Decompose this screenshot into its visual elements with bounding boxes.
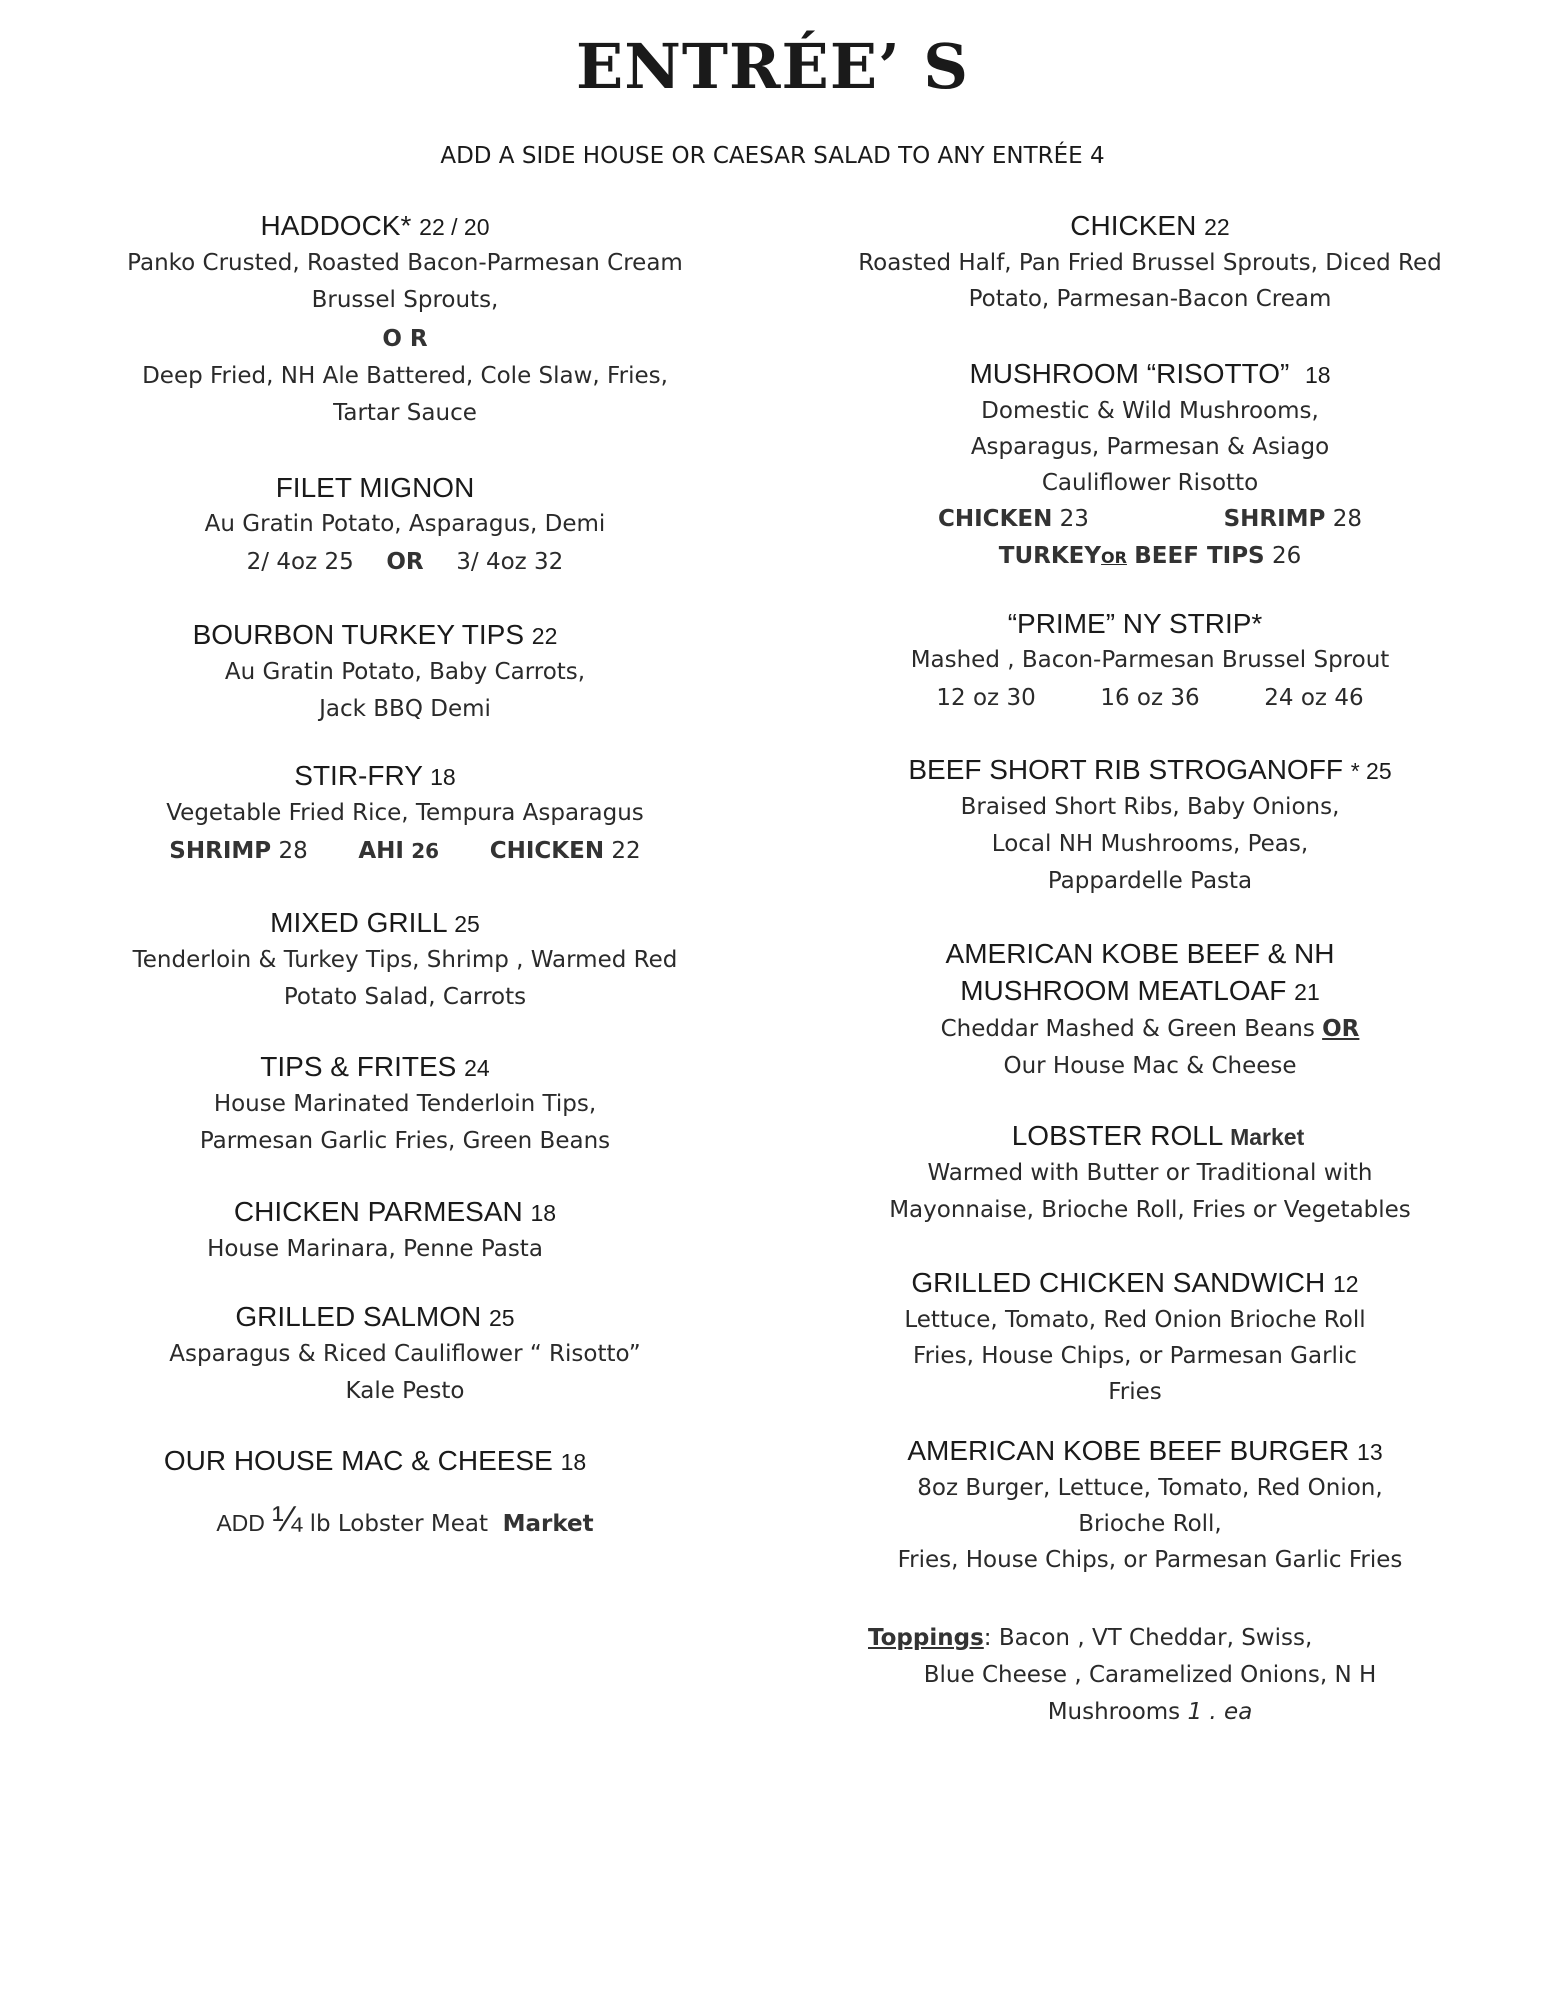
- menu-item-short-rib-stroganoff: [820, 752, 1480, 900]
- item-desc: Mashed , Bacon-Parmesan Brussel Sprout: [910, 647, 1390, 673]
- menu-item-kobe-meatloaf: [820, 935, 1480, 1085]
- item-name: LOBSTER ROLL: [1011, 1120, 1223, 1151]
- item-desc: Kale Pesto: [345, 1378, 465, 1404]
- quarter-glyph: ¼: [272, 1498, 303, 1539]
- menu-item-house-mac-cheese: [60, 1443, 750, 1543]
- item-sizes: [60, 543, 750, 581]
- item-desc: Brussel Sprouts,: [311, 287, 499, 313]
- item-desc: Tartar Sauce: [333, 400, 477, 426]
- menu-item-tips-frites: [60, 1049, 750, 1160]
- toppings-list: Mushrooms: [1047, 1699, 1181, 1725]
- item-name: HADDOCK*: [260, 210, 412, 241]
- toppings-line: [820, 1694, 1480, 1731]
- option-label: AHI: [358, 838, 404, 864]
- item-desc: Fries, House Chips, or Parmesan Garlic: [913, 1343, 1357, 1369]
- item-desc: Vegetable Fried Rice, Tempura Asparagus: [166, 800, 644, 826]
- toppings-price: 1 . ea: [1187, 1699, 1253, 1725]
- add-on-price: Market: [502, 1511, 594, 1537]
- page-title: ENTRÉE’ S: [575, 30, 970, 103]
- menu-item-mushroom-risotto: [820, 356, 1480, 577]
- toppings-colon: :: [983, 1625, 992, 1651]
- add-label: ADD: [216, 1510, 265, 1536]
- option-price: 23: [1059, 506, 1089, 532]
- item-desc: Cauliflower Risotto: [1041, 470, 1259, 496]
- toppings-list: Bacon , VT Cheddar, Swiss,: [998, 1625, 1313, 1651]
- item-name: GRILLED CHICKEN SANDWICH: [911, 1267, 1326, 1298]
- toppings-line: [820, 1620, 1480, 1657]
- item-desc: Potato, Parmesan-Bacon Cream: [968, 286, 1332, 312]
- toppings-label: Toppings: [868, 1625, 984, 1651]
- menu-item-grilled-chicken-sandwich: [820, 1265, 1480, 1410]
- burger-toppings: [820, 1620, 1480, 1731]
- size-option: 16 oz 36: [1100, 685, 1200, 711]
- option-price: 26: [1271, 543, 1302, 569]
- menu-item-filet-mignon: [60, 470, 750, 581]
- item-name: FILET MIGNON: [275, 472, 475, 503]
- item-name: BEEF SHORT RIB STROGANOFF: [908, 754, 1343, 785]
- option-price: 26: [411, 839, 440, 863]
- item-desc: Braised Short Ribs, Baby Onions,: [960, 794, 1340, 820]
- option-price: 28: [1332, 506, 1362, 532]
- menu-item-stir-fry: [60, 758, 750, 870]
- option-label: TURKEY: [998, 543, 1102, 569]
- add-on-options: [820, 501, 1480, 537]
- item-name: BOURBON TURKEY TIPS: [192, 619, 525, 650]
- option-label: CHICKEN: [938, 506, 1053, 532]
- or-divider: OR: [386, 549, 424, 575]
- item-desc: Panko Crusted, Roasted Bacon-Parmesan Cream: [127, 250, 683, 276]
- item-name: AMERICAN KOBE BEEF BURGER: [907, 1435, 1350, 1466]
- item-price: 18: [560, 1449, 587, 1475]
- item-name: CHICKEN: [1070, 210, 1197, 241]
- item-name: GRILLED SALMON: [235, 1301, 482, 1332]
- item-name: TIPS & FRITES: [260, 1051, 457, 1082]
- option-price: 28: [278, 838, 308, 864]
- item-desc: Local NH Mushrooms, Peas,: [991, 831, 1309, 857]
- item-price: 21: [1294, 979, 1320, 1005]
- item-desc: Jack BBQ Demi: [319, 696, 491, 722]
- item-desc: Lettuce, Tomato, Red Onion Brioche Roll: [904, 1307, 1366, 1333]
- size-option: 12 oz 30: [936, 685, 1036, 711]
- item-desc: Au Gratin Potato, Asparagus, Demi: [204, 511, 606, 537]
- item-desc: Warmed with Butter or Traditional with: [927, 1160, 1373, 1186]
- item-name: AMERICAN KOBE BEEF & NH: [945, 938, 1335, 969]
- item-desc: Mayonnaise, Brioche Roll, Fries or Vegetables: [889, 1197, 1411, 1223]
- item-desc-text: Cheddar Mashed & Green Beans: [940, 1016, 1315, 1042]
- item-desc: Roasted Half, Pan Fried Brussel Sprouts, Diced Red: [858, 250, 1442, 276]
- or-divider: OR: [1101, 548, 1127, 567]
- item-desc: Pappardelle Pasta: [1047, 868, 1253, 894]
- item-desc: Asparagus & Riced Cauliflower “ Risotto”: [169, 1341, 641, 1367]
- add-on-desc: lb Lobster Meat: [309, 1511, 488, 1537]
- item-price: 18: [1304, 362, 1331, 388]
- option-label: BEEF TIPS: [1134, 543, 1265, 569]
- item-desc: Domestic & Wild Mushrooms,: [981, 398, 1319, 424]
- menu-item-prime-ny-strip: [820, 606, 1480, 717]
- item-desc: Asparagus, Parmesan & Asiago: [970, 434, 1330, 460]
- item-desc: Fries: [1108, 1379, 1162, 1405]
- size-option: 2/ 4oz 25: [246, 549, 354, 575]
- lobster-add-on: [60, 1500, 750, 1543]
- item-price: * 25: [1350, 758, 1392, 784]
- item-name: MUSHROOM “RISOTTO”: [969, 358, 1290, 389]
- menu-item-bourbon-turkey-tips: [60, 617, 750, 728]
- menu-item-grilled-salmon: [60, 1299, 750, 1410]
- item-name: CHICKEN PARMESAN: [233, 1196, 523, 1227]
- toppings-line: Blue Cheese , Caramelized Onions, N H: [923, 1662, 1377, 1688]
- item-price: 12: [1333, 1271, 1359, 1297]
- item-desc: Our House Mac & Cheese: [1003, 1053, 1297, 1079]
- menu-item-lobster-roll: [820, 1118, 1480, 1229]
- item-desc: Fries, House Chips, or Parmesan Garlic Fries: [897, 1547, 1403, 1573]
- item-desc: Parmesan Garlic Fries, Green Beans: [199, 1128, 611, 1154]
- option-label: CHICKEN: [489, 838, 605, 864]
- menu-item-chicken-parmesan: [60, 1194, 750, 1268]
- option-label: SHRIMP: [169, 838, 272, 864]
- item-price: 25: [454, 911, 480, 937]
- item-desc: House Marinara, Penne Pasta: [207, 1236, 543, 1262]
- item-desc: Brioche Roll,: [1078, 1511, 1222, 1537]
- salad-note: ADD A SIDE HOUSE OR CAESAR SALAD TO ANY ENTRÉE 4: [440, 143, 1105, 169]
- menu-item-haddock: [60, 208, 750, 432]
- item-price: 24: [464, 1055, 490, 1081]
- menu-item-mixed-grill: [60, 905, 750, 1016]
- menu-item-chicken: [820, 208, 1480, 317]
- item-name: OUR HOUSE MAC & CHEESE: [163, 1445, 553, 1476]
- item-price: 25: [489, 1305, 515, 1331]
- item-price: 22 / 20: [419, 214, 490, 240]
- menu-item-kobe-burger: [820, 1433, 1480, 1578]
- item-price: 22: [531, 623, 558, 649]
- item-name: STIR-FRY: [294, 760, 423, 791]
- size-option: 3/ 4oz 32: [456, 549, 564, 575]
- add-on-options: [820, 537, 1480, 577]
- item-desc: House Marinated Tenderloin Tips,: [213, 1091, 597, 1117]
- size-option: 24 oz 46: [1264, 685, 1364, 711]
- item-desc: Potato Salad, Carrots: [283, 984, 527, 1010]
- option-label: SHRIMP: [1223, 506, 1326, 532]
- or-divider: OR: [1322, 1016, 1360, 1042]
- item-desc: Deep Fried, NH Ale Battered, Cole Slaw, Fries,: [142, 363, 668, 389]
- item-price: Market: [1230, 1124, 1305, 1150]
- option-price: 22: [611, 838, 641, 864]
- item-price: 18: [530, 1200, 557, 1226]
- item-desc: Au Gratin Potato, Baby Carrots,: [224, 659, 586, 685]
- item-desc: 8oz Burger, Lettuce, Tomato, Red Onion,: [917, 1475, 1383, 1501]
- item-name: MUSHROOM MEATLOAF: [960, 975, 1287, 1006]
- add-on-options: [60, 832, 750, 870]
- item-price: 18: [430, 764, 456, 790]
- item-name: “PRIME” NY STRIP*: [1007, 608, 1263, 639]
- item-desc: [820, 1011, 1480, 1048]
- item-price: 13: [1357, 1439, 1383, 1465]
- item-desc: Tenderloin & Turkey Tips, Shrimp , Warmed Red: [132, 947, 678, 973]
- item-sizes: [820, 679, 1480, 717]
- item-price: 22: [1204, 214, 1230, 240]
- item-name: MIXED GRILL: [270, 907, 447, 938]
- or-divider: O R: [382, 326, 428, 352]
